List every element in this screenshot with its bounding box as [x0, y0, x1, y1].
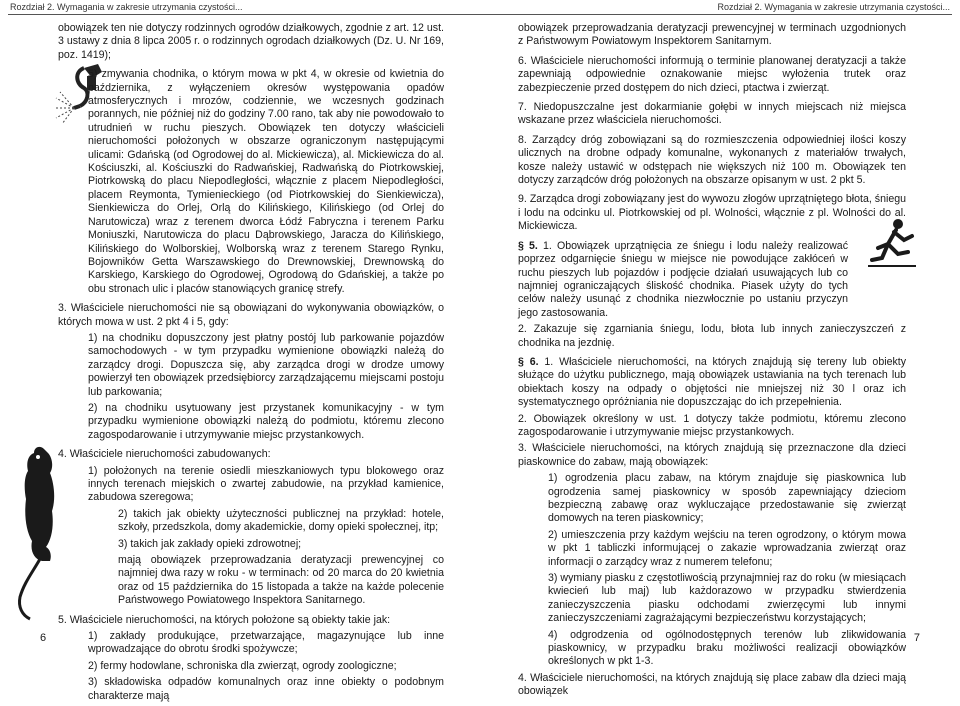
list-item: 2) na chodniku usytuowany jest przystanek komunikacyjny - w tym przypadku wymienione obowiązki należą do podmiotu, któremu zlecono zagospodarowanie i utrzymywanie miejsc przystankowych.	[88, 401, 444, 441]
list-item: 5) zmywania chodnika, o którym mowa w pkt 4, w okresie od kwietnia do października, z wyłączeniem okresów występowania opadów atmosferycznych i mrozów, codziennie, we wczesnych godzinach porannych, nie później niż do godziny 7.00 rano, tak aby nie powodowało to utrudnień w ruchu pieszych. Obowiązek ten dotyczy właścicieli nieruchomości położonych w obszarze ograniczonym następującymi ulicami: Gdańską (od Ogrodowej do al. Mickiewicza), al. Mickiewicza do al. Kościuszki, al. Kościuszki do Radwańskiej, Radwańską do Piotrkowskiej, Piotrkowską do placu Niepodległości, włącznie z placem Niepodległości, placem Reymonta, Tymienieckiego (od Piotrkowskiej do Sienkiewicza), Sienkiewicza do Orlej, Orlą do Kilińskiego, Kilińskiego (od Orlej do Narutowicza) wraz z terenem dworca Łódź Fabryczna i terenem Parku Moniuszki, Narutowicza do placu Dąbrowskiego, Jaracza do Kilińskiego, Kilińskiego do Wolborskiej, Wolborską wraz z terenem Starego Rynku, Bojowników Getta Warszawskiego do Drewnowskiej, Drewnowską do Karskiego, Karskiego do Ogrodowej, Ogrodową do Gdańskiej, a także po obu stronach ulic i placów stanowiących granicę strefy.	[88, 68, 444, 295]
paragraph: mają obowiązek przeprowadzania deratyzacji prewencyjnej co najmniej dwa razy w roku - w terminach: od 20 marca do 20 kwietnia oraz od 15 października do 15 listopada a także na każde polecenie Państwowego Powiatowego Inspektora Sanitarnego.	[118, 554, 444, 607]
header-rule	[480, 14, 952, 15]
paragraph: 6. Właściciele nieruchomości informują o terminie planowanej deratyzacji a także zapewniają odpowiednie oznakowanie miejsc wyłożenia trutek oraz zabezpieczenie przed dostępem do nich dzieci, ptactwa i zwierząt.	[518, 54, 906, 94]
list-item: 1) położonych na terenie osiedli mieszkaniowych typu blokowego oraz innych terenach miejskich o zwartej zabudowie, na przykład kamienice, zabudowa szeregowa;	[88, 464, 444, 504]
paragraph: 4. Właściciele nieruchomości zabudowanych:	[58, 448, 271, 461]
paragraph: 2. Obowiązek określony w ust. 1 dotyczy także podmiotu, któremu zlecono zagospodarowanie i utrzymywanie miejsc przystankowych.	[518, 412, 906, 438]
left-text-column	[58, 22, 444, 706]
right-page	[480, 0, 960, 698]
paragraph	[518, 356, 906, 410]
page-number: 6	[40, 632, 47, 644]
list-item: 1) na chodniku dopuszczony jest płatny postój lub parkowanie pojazdów samochodowych - w tym przypadku wymienione obowiązki należą do zarządcy drogi. Dopuszcza się, aby zarządca drogi w drodze umowy powierzył ten obowiązek przedsiębiorcy zarządzającemu miejscami postoju lub parkowania;	[88, 331, 444, 398]
paragraph: 5. Właściciele nieruchomości, na których położone są obiekty takie jak:	[58, 613, 391, 626]
right-text-column	[518, 22, 906, 702]
running-header: Rozdział 2. Wymagania w zakresie utrzymania czystości...	[10, 2, 243, 12]
list-item: 3) takich jak zakłady opieki zdrowotnej;	[118, 537, 302, 550]
rat-icon	[10, 443, 62, 621]
paragraph-text: 1. Właściciele nieruchomości, na których znajdują się tereny lub obiekty służące do użytku publicznego, mają obowiązek ustawiania na tych terenach lub obiektach koszy na odpady o objętości nie mniejszej niż 30 l oraz ich systematycznego opróżniania nie dopuszczając do ich przepełnienia.	[518, 355, 906, 409]
list-item: 2) umieszczenia przy każdym wejściu na teren ogrodzony, o którym mowa w pkt 1 tabliczki informującej o zakazie wprowadzania zwierząt oraz informacji o zarządcy wraz z numerem telefonu;	[548, 528, 906, 568]
paragraph: 8. Zarządcy dróg zobowiązani są do rozmieszczenia odpowiedniej ilości koszy ulicznych na drobne odpady komunalne, wykonanych z materiałów trwałych, kosze należy ustawić w odstępach nie większych niż 100 m. Obowiązek ten dotyczy zarządców dróg położonych na obszarze opisanym w ust. 2 pkt 5.	[518, 133, 906, 187]
paragraph: obowiązek ten nie dotyczy rodzinnych ogrodów działkowych, zgodnie z art. 12 ust. 3 ustawy z dnia 8 lipca 2005 r. o rodzinnych ogrodach działkowych (Dz. U. Nr 169, poz. 1419);	[58, 22, 444, 61]
header-rule	[8, 14, 480, 15]
paragraph: 3. Właściciele nieruchomości, na których znajdują się przeznaczone dla dzieci piaskownice do zabaw, mają obowiązek:	[518, 442, 906, 468]
list-item: 2) fermy hodowlane, schroniska dla zwierząt, ogrody zoologiczne;	[88, 659, 397, 672]
page-number: 7	[913, 632, 920, 644]
paragraph: 3. Właściciele nieruchomości nie są obowiązani do wykonywania obowiązków, o których mowa w ust. 2 pkt 4 i 5, gdy:	[58, 302, 444, 328]
list-item: 1) zakłady produkujące, przetwarzające, magazynujące lub inne wprowadzające do obrotu środki spożywcze;	[88, 630, 444, 656]
section-symbol: § 6.	[518, 355, 539, 368]
paragraph: 7. Niedopuszczalne jest dokarmianie gołębi w innych miejscach niż miejsca wskazane przez właściciela nieruchomości.	[518, 101, 906, 127]
list-item: 3) wymiany piasku z częstotliwością przynajmniej raz do roku (w miesiącach kwiecień lub maj) lub każdorazowo w przypadku stwierdzenia zanieczyszczenia piasku odchodami zwierzęcymi lub innymi zanieczyszczeniami zagrażającymi bezpieczeństwu korzystających;	[548, 572, 906, 625]
list-item: 1) ogrodzenia placu zabaw, na którym znajduje się piaskownica lub ogrodzenia samej piaskownicy w sposób zapewniający dzieciom bezpieczną zabawę oraz wykluczające przedostawanie się zwierząt domowych na teren piaskownicy;	[548, 472, 906, 525]
list-item: 3) składowiska odpadów komunalnych oraz inne obiekty o podobnym charakterze mają	[88, 676, 444, 702]
section-symbol: § 5.	[518, 239, 538, 252]
list-item: 4) odgrodzenia od ogólnodostępnych terenów lub zlikwidowania piaskownicy, w przypadku braku możliwości realizacji obowiązków określonych w pkt 1-3.	[548, 628, 906, 668]
list-item: 2) takich jak obiekty użyteczności publicznej na przykład: hotele, szkoły, przedszkola, domy akademickie, domy opieki społecznej, itp;	[118, 507, 444, 534]
running-header: Rozdział 2. Wymagania w zakresie utrzymania czystości...	[717, 2, 950, 12]
paragraph	[518, 240, 906, 320]
paragraph: 4. Właściciele nieruchomości, na których znajdują się place zabaw dla dzieci mają obowiązek	[518, 671, 906, 698]
paragraph-text: 1. Obowiązek uprzątnięcia ze śniegu i lodu należy realizować poprzez odgarnięcie śniegu w miejsce nie powodujące zakłóceń w ruchu pieszych lub pojazdów i podjęcie działań usuwających lub co najmniej ograniczających śliskość chodnika. Piasek użyty do tych celów należy usunąć z chodnika niezwłocznie po ustaniu przyczyn jego zastosowania.	[518, 239, 848, 319]
paragraph: 9. Zarządca drogi zobowiązany jest do wywozu złogów uprzątniętego błota, śniegu i lodu na odcinku ul. Piotrkowskiej od pl. Wolności, włącznie z pl. Wolności do al. Mickiewicza.	[518, 193, 906, 233]
left-page	[0, 0, 480, 702]
paragraph: 2. Zakazuje się zgarniania śniegu, lodu, błota lub innych zanieczyszczeń z chodnika na jezdnię.	[518, 323, 906, 349]
paragraph: obowiązek przeprowadzania deratyzacji prewencyjnej w terminach uzgodnionych z Państwowym Powiatowym Inspektorem Sanitarnym.	[518, 22, 906, 48]
